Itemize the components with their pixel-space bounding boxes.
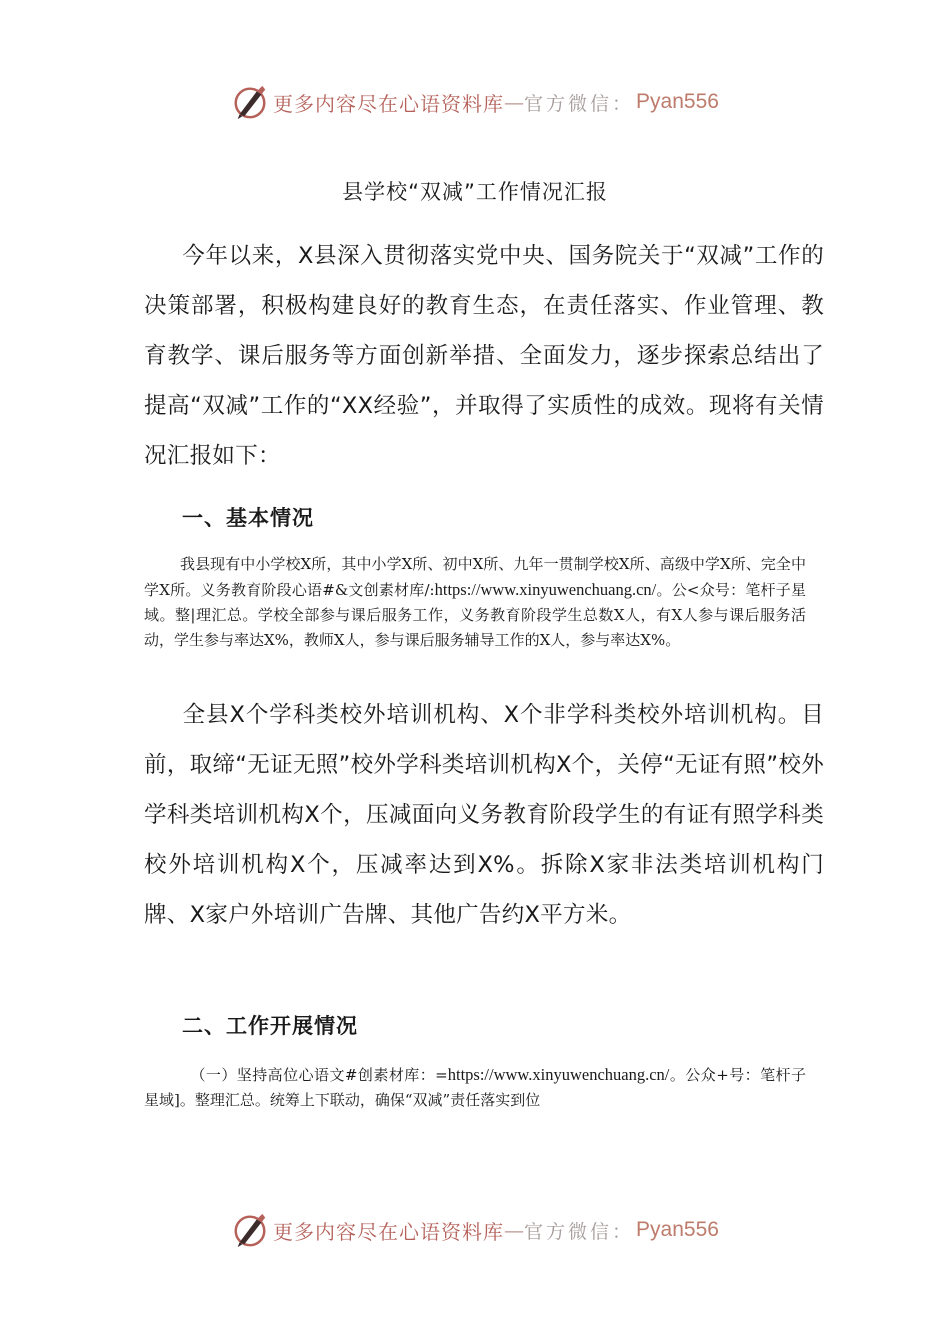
section1-para2-text: 全县X个学科类校外培训机构、X个非学科类校外培训机构。目前，取缔“无证无照”校外学科类培训机构X个，关停“无证有照”校外学科类培训机构X个，压减面向义务教育阶段学生的有证有照学科类校外培训机构X个，压减率达到X%。拆除X家非法类培训机构门牌、X家户外培训广告牌、其他广告约X平方米。: [144, 702, 824, 928]
section2-heading: 二、工作开展情况: [182, 1014, 358, 1038]
brand-wechat-id: Pyan556: [636, 90, 719, 113]
brand-wechat-id: Pyan556: [636, 1218, 719, 1241]
brand-slogan: 更多内容尽在心语资料库: [273, 91, 505, 116]
pen-logo-icon: [231, 1211, 269, 1249]
brand-slogan: 更多内容尽在心语资料库: [273, 1219, 505, 1244]
section1-small-paragraph: [144, 552, 806, 653]
section2-small-paragraph: [144, 1062, 806, 1113]
section1-small-text-a: 我县现有中小学校X所，其中小学X所、初中X所、九年一贯制学校X所、高级中学X所、完全中学X所。义务教育阶段心语#&文创素材库/:: [144, 555, 806, 599]
section2-small-text-b: 。公众+号：笔杆子星域]。整理汇总。统筹上下联动，确保“双减”责任落实到位: [144, 1066, 806, 1109]
section1-paragraph-2: [144, 690, 824, 940]
section1-heading: 一、基本情况: [182, 506, 314, 530]
intro-paragraph: [144, 231, 824, 481]
brand-footer: [0, 1208, 950, 1252]
intro-text: 今年以来，X县深入贯彻落实党中央、国务院关于“双减”工作的决策部署，积极构建良好的教育生态，在责任落实、作业管理、教育教学、课后服务等方面创新举措、全面发力，逐步探索总结出了提高“双减”工作的“XX经验”，并取得了实质性的成效。现将有关情况汇报如下：: [144, 243, 824, 469]
brand-dash: —: [504, 1218, 525, 1242]
pen-logo-icon: [231, 83, 269, 121]
brand-header: [0, 80, 950, 124]
section2-small-text-a: （一）坚持高位心语文#创素材库：=: [190, 1066, 448, 1084]
brand-dash: —: [504, 90, 525, 114]
brand-wechat-label: 官方微信：: [524, 92, 635, 115]
brand-wechat-label: 官方微信：: [524, 1220, 635, 1243]
section1-url: https://www.xinyuwenchuang.cn/: [434, 580, 657, 599]
document-title: 县学校“双减”工作情况汇报: [342, 180, 608, 204]
section2-url: https://www.xinyuwenchuang.cn/: [447, 1065, 670, 1084]
section1-small-text-b: 。公<众号：笔杆子星域。整|理汇总。学校全部参与课后服务工作，义务教育阶段学生总数X人，有X人参与课后服务活动，学生参与率达X%，教师X人，参与课后服务辅导工作的X人，参与率达X%。: [144, 581, 806, 649]
